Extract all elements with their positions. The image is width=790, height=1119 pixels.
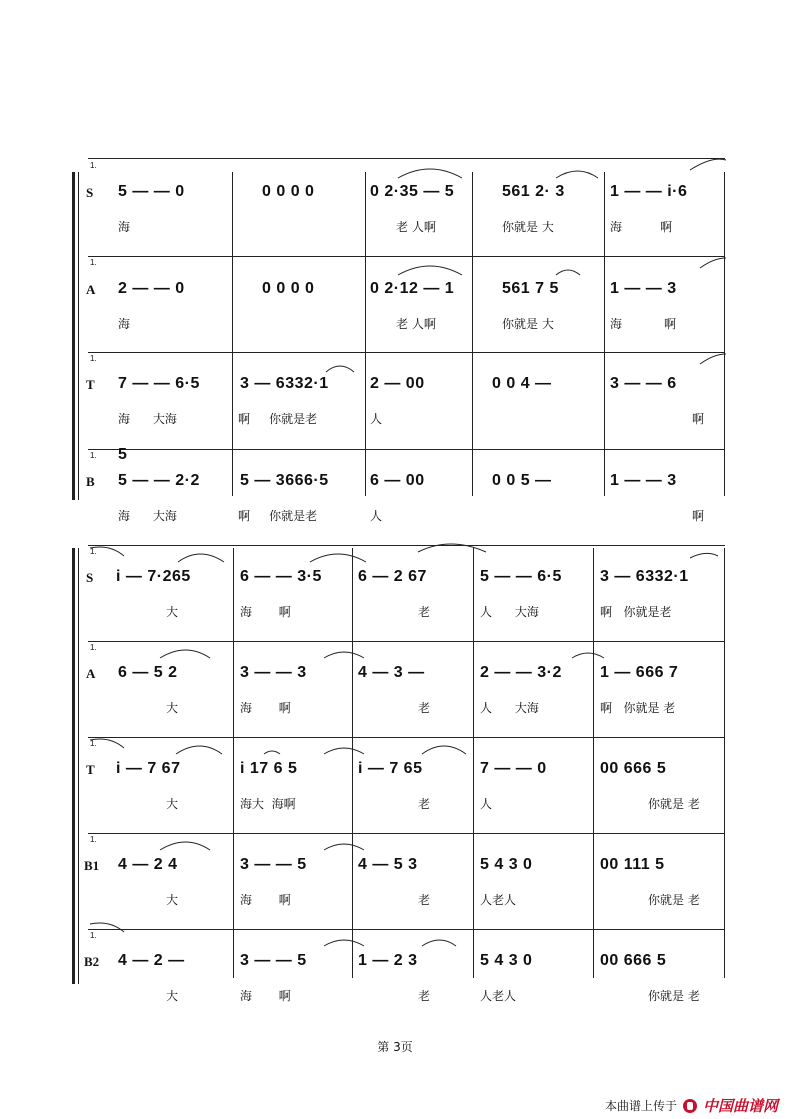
lyric: 人 大海 <box>480 605 539 619</box>
measure: 5 — 3666·5 <box>240 472 329 489</box>
slur <box>556 171 598 178</box>
volta-mark: 1. <box>90 643 97 652</box>
lyric: 海 啊 <box>610 220 673 234</box>
slur <box>324 940 364 946</box>
measure: 3 — 6332·1 <box>600 568 689 585</box>
slur <box>264 751 280 754</box>
lyric: 海 <box>118 220 131 234</box>
lyric: 人老人 <box>480 989 517 1003</box>
slur <box>690 553 718 558</box>
lyric: 大 <box>166 701 179 715</box>
voice-label: S <box>86 570 94 585</box>
lyric: 你就是 大 <box>502 220 554 234</box>
footer-text: 本曲谱上传于 <box>604 1099 677 1113</box>
lyric: 海 啊 <box>610 317 676 331</box>
measure: 3 — — 3 <box>240 664 307 681</box>
slur <box>556 270 580 275</box>
slur <box>700 354 726 364</box>
volta-mark: 1. <box>90 739 97 748</box>
lyric: 老 <box>418 797 431 811</box>
measure: 3 — — 5 <box>240 952 307 969</box>
voice-label: T <box>86 377 95 392</box>
lyric: 海 大海 <box>118 509 177 523</box>
lyric: 你就是 老 <box>648 797 700 811</box>
voice-label: A <box>86 666 96 681</box>
volta-mark: 1. <box>90 835 97 844</box>
measure-extra: 5 <box>118 446 128 463</box>
lyric: 人老人 <box>480 893 517 907</box>
measure: 2 — 00 <box>370 375 425 392</box>
lyric: 大 <box>166 797 179 811</box>
lyric: 老 人啊 <box>396 220 436 234</box>
slur <box>90 739 124 748</box>
measure: 6 — 00 <box>370 472 425 489</box>
slur <box>326 366 354 372</box>
lyric: 人 <box>370 509 383 523</box>
slur <box>324 748 364 754</box>
slur <box>398 266 462 275</box>
measure: 561 2· 3 <box>502 183 565 200</box>
slur <box>324 844 364 850</box>
measure: 2 — — 3·2 <box>480 664 562 681</box>
lyric: 啊 <box>692 412 705 426</box>
lyric: 人 大海 <box>480 701 539 715</box>
lyric: 你就是 老 <box>648 989 700 1003</box>
measure: 1 — — 3 <box>610 472 677 489</box>
measure: 3 — — 6 <box>610 375 677 392</box>
lyric: 老 <box>418 605 431 619</box>
slur <box>700 258 726 268</box>
voice-label: B1 <box>84 858 100 873</box>
slur <box>90 547 124 556</box>
measure: 4 — 2 — <box>118 952 185 969</box>
slur <box>160 842 210 850</box>
measure: 6 — — 3·5 <box>240 568 322 585</box>
measure: 3 — 6332·1 <box>240 375 329 392</box>
lyric: 你就是 大 <box>502 317 554 331</box>
volta-mark: 1. <box>90 931 97 940</box>
measure: 00 666 5 <box>600 952 667 969</box>
measure: i — 7 67 <box>116 760 181 777</box>
lyric: 啊 你就是 老 <box>600 701 676 715</box>
slur <box>324 652 364 658</box>
voice-label: A <box>86 282 96 297</box>
slur <box>572 653 604 658</box>
slur <box>690 159 726 170</box>
measure: 7 — — 0 <box>480 760 547 777</box>
lyric: 大 <box>166 605 179 619</box>
measure: 1 — 2 3 <box>358 952 418 969</box>
slur <box>310 554 366 562</box>
lyric: 海 <box>118 317 131 331</box>
lyric: 啊 你就是老 <box>238 412 318 426</box>
volta-mark: 1. <box>90 354 97 363</box>
slur <box>178 554 224 562</box>
brand-logo-icon <box>683 1099 697 1113</box>
lyric: 大 <box>166 989 179 1003</box>
volta-mark: 1. <box>90 161 97 170</box>
measure: 0 0 4 — <box>492 375 552 392</box>
measure: 4 — 3 — <box>358 664 425 681</box>
lyric: 老 <box>418 893 431 907</box>
measure: i — 7·265 <box>116 568 191 585</box>
brand-name: 中国曲谱网 <box>702 1097 778 1115</box>
measure: 6 — 5 2 <box>118 664 178 681</box>
measure: 1 — — 3 <box>610 280 677 297</box>
slur <box>422 940 456 946</box>
voice-label: B2 <box>84 954 100 969</box>
page-number: 第 3页 <box>377 1040 413 1054</box>
lyric: 海 大海 <box>118 412 177 426</box>
slur <box>90 923 124 932</box>
lyric: 人 <box>480 797 493 811</box>
voice-label: S <box>86 185 94 200</box>
slur <box>422 746 466 754</box>
lyric: 海 啊 <box>240 701 291 715</box>
measure: i — 7 65 <box>358 760 423 777</box>
lyric: 海 啊 <box>240 605 291 619</box>
measure: i 17 6 5 <box>240 760 298 777</box>
slur <box>160 650 210 658</box>
lyric: 啊 你就是老 <box>600 605 672 619</box>
measure: 0 2·12 — 1 <box>370 280 455 297</box>
measure: 0 2·35 — 5 <box>370 183 455 200</box>
lyric: 人 <box>370 412 383 426</box>
measure: 1 — 666 7 <box>600 664 679 681</box>
lyric: 老 <box>418 701 431 715</box>
lyric: 你就是 老 <box>648 893 700 907</box>
volta-mark: 1. <box>90 547 97 556</box>
measure: 0 0 0 0 <box>262 183 315 200</box>
slur <box>176 746 222 754</box>
slur <box>398 169 462 178</box>
measure: 1 — — i·6 <box>610 183 688 200</box>
measure: 5 4 3 0 <box>480 856 533 873</box>
measure: 00 666 5 <box>600 760 667 777</box>
measure: 5 4 3 0 <box>480 952 533 969</box>
measure: 5 — — 0 <box>118 183 185 200</box>
lyric: 大 <box>166 893 179 907</box>
measure: 00 111 5 <box>600 856 665 873</box>
measure: 6 — 2 67 <box>358 568 427 585</box>
lyric: 老 人啊 <box>396 317 436 331</box>
voice-label: T <box>86 762 95 777</box>
measure: 7 — — 6·5 <box>118 375 200 392</box>
lyric: 海 啊 <box>240 989 291 1003</box>
lyric: 海 啊 <box>240 893 291 907</box>
measure: 561 7 5 <box>502 280 559 297</box>
volta-mark: 1. <box>90 258 97 267</box>
measure: 4 — 2 4 <box>118 856 178 873</box>
measure: 5 — — 2·2 <box>118 472 200 489</box>
voice-label: B <box>86 474 95 489</box>
measure: 2 — — 0 <box>118 280 185 297</box>
volta-mark: 1. <box>90 451 97 460</box>
footer <box>605 1095 778 1116</box>
measure: 0 0 5 — <box>492 472 552 489</box>
lyric: 啊 你就是老 <box>238 509 318 523</box>
lyric: 啊 <box>692 509 705 523</box>
measure: 3 — — 5 <box>240 856 307 873</box>
lyric: 海大 海啊 <box>240 797 296 811</box>
slur <box>418 544 486 552</box>
lyric: 老 <box>418 989 431 1003</box>
measure: 0 0 0 0 <box>262 280 315 297</box>
measure: 5 — — 6·5 <box>480 568 562 585</box>
measure: 4 — 5 3 <box>358 856 418 873</box>
